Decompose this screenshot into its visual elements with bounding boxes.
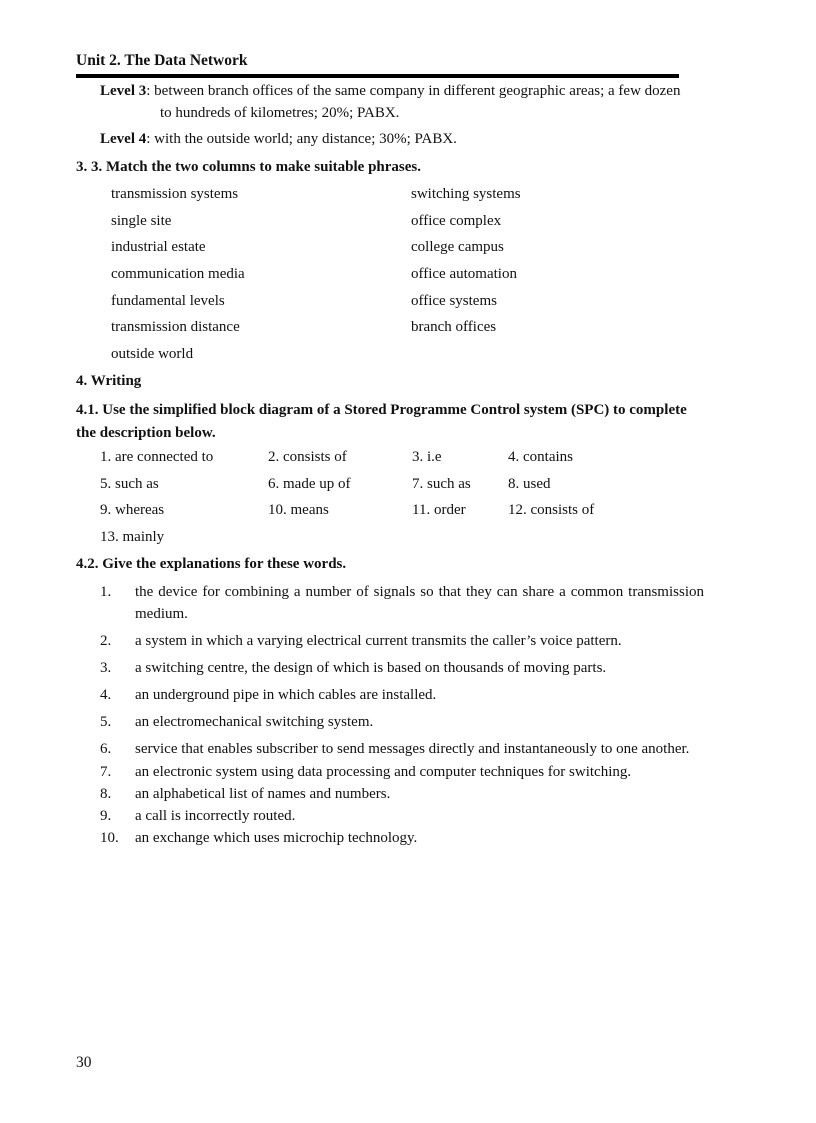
word-bank-row	[100, 528, 660, 555]
list-item-number: 4.	[100, 687, 112, 703]
level-3-label: Level 3	[100, 83, 147, 99]
word-bank-item: 3. i.e	[412, 449, 442, 465]
list-item-number: 2.	[100, 633, 112, 649]
list-item-text: an underground pipe in which cables are installed.	[135, 687, 437, 703]
match-left-column	[111, 185, 245, 372]
list-item-number: 5.	[100, 714, 112, 730]
list-item-text: the device for combining a number of signals so that they can share a common transmission medium.	[135, 584, 704, 622]
word-bank-item: 10. means	[268, 502, 329, 519]
list-item-number: 8.	[100, 786, 112, 802]
list-item	[100, 657, 704, 679]
section-3-3-heading: 3. 3. Match the two columns to make suitable phrases.	[76, 159, 421, 175]
list-item	[100, 827, 704, 849]
list-item	[100, 738, 704, 760]
word-bank-item: 5. such as	[100, 475, 159, 492]
match-left-item: fundamental levels	[111, 292, 225, 309]
list-item-text: an electromechanical switching system.	[135, 714, 374, 730]
match-right-item: office complex	[411, 212, 502, 229]
word-bank-item: 6. made up of	[268, 475, 351, 492]
match-left-item: transmission distance	[111, 319, 240, 336]
match-right-item: office systems	[411, 292, 497, 309]
list-item-text: a switching centre, the design of which is based on thousands of moving parts.	[135, 660, 607, 676]
word-bank-item: 12. consists of	[508, 502, 595, 519]
list-item	[100, 684, 704, 706]
match-right-item: college campus	[411, 239, 504, 256]
match-left-item: outside world	[111, 346, 194, 363]
word-bank-item: 1. are connected to	[100, 449, 214, 465]
list-item	[100, 761, 704, 783]
word-bank-item: 4. contains	[508, 449, 573, 465]
match-left-item: industrial estate	[111, 239, 206, 256]
word-bank	[100, 448, 660, 555]
section-4-2-heading: 4.2. Give the explanations for these words.	[76, 556, 347, 572]
list-item	[100, 581, 704, 625]
list-item-text: a call is incorrectly routed.	[135, 808, 296, 824]
word-bank-item: 8. used	[508, 475, 551, 492]
list-item	[100, 711, 704, 733]
word-bank-row	[100, 475, 660, 502]
level-3-paragraph	[100, 82, 704, 122]
match-left-item: single site	[111, 212, 172, 229]
word-bank-item: 13. mainly	[100, 529, 165, 546]
word-bank-row	[100, 501, 660, 528]
word-bank-item: 2. consists of	[268, 449, 347, 465]
list-item-text: an exchange which uses microchip technology.	[135, 830, 418, 846]
section-4-heading: 4. Writing	[76, 373, 142, 389]
list-item-text: an alphabetical list of names and numbers.	[135, 786, 391, 802]
match-left-item: communication media	[111, 266, 245, 283]
word-bank-row	[100, 448, 660, 475]
list-item-number: 10.	[100, 830, 119, 846]
match-right-column	[411, 185, 521, 345]
list-item-text: an electronic system using data processing and computer techniques for switching.	[135, 764, 632, 780]
match-right-item: branch offices	[411, 319, 497, 336]
word-bank-item: 7. such as	[412, 475, 471, 492]
match-left-item: transmission systems	[111, 186, 239, 202]
list-item	[100, 630, 704, 652]
match-right-item: office automation	[411, 266, 517, 283]
list-item-text: service that enables subscriber to send messages directly and instantaneously to one another.	[135, 741, 690, 757]
match-right-item: switching systems	[411, 186, 521, 202]
list-item-number: 3.	[100, 660, 112, 676]
list-item	[100, 805, 704, 827]
level-4-label: Level 4	[100, 131, 147, 147]
page-number: 30	[76, 1054, 92, 1071]
list-item-number: 1.	[100, 584, 112, 600]
level-4-text: : with the outside world; any distance; 30%; PABX.	[146, 131, 457, 147]
list-item-number: 9.	[100, 808, 112, 824]
word-bank-item: 9. whereas	[100, 502, 165, 519]
level-4-paragraph	[100, 130, 457, 148]
list-item-number: 7.	[100, 764, 112, 780]
explanations-list	[100, 581, 704, 849]
list-item-text: a system in which a varying electrical current transmits the caller’s voice pattern.	[135, 633, 622, 649]
list-item-number: 6.	[100, 741, 112, 757]
list-item	[100, 783, 704, 805]
section-4-1-heading: 4.1. Use the simplified block diagram of a Stored Programme Control system (SPC) to complete the description below.	[76, 402, 687, 441]
level-3-text-line1: : between branch offices of the same company in different geographic areas; a few dozen	[146, 83, 681, 99]
header-rule	[76, 74, 679, 78]
word-bank-item: 11. order	[412, 502, 466, 519]
running-header: Unit 2. The Data Network	[76, 52, 248, 69]
level-3-text-line2: to hundreds of kilometres; 20%; PABX.	[160, 105, 400, 121]
